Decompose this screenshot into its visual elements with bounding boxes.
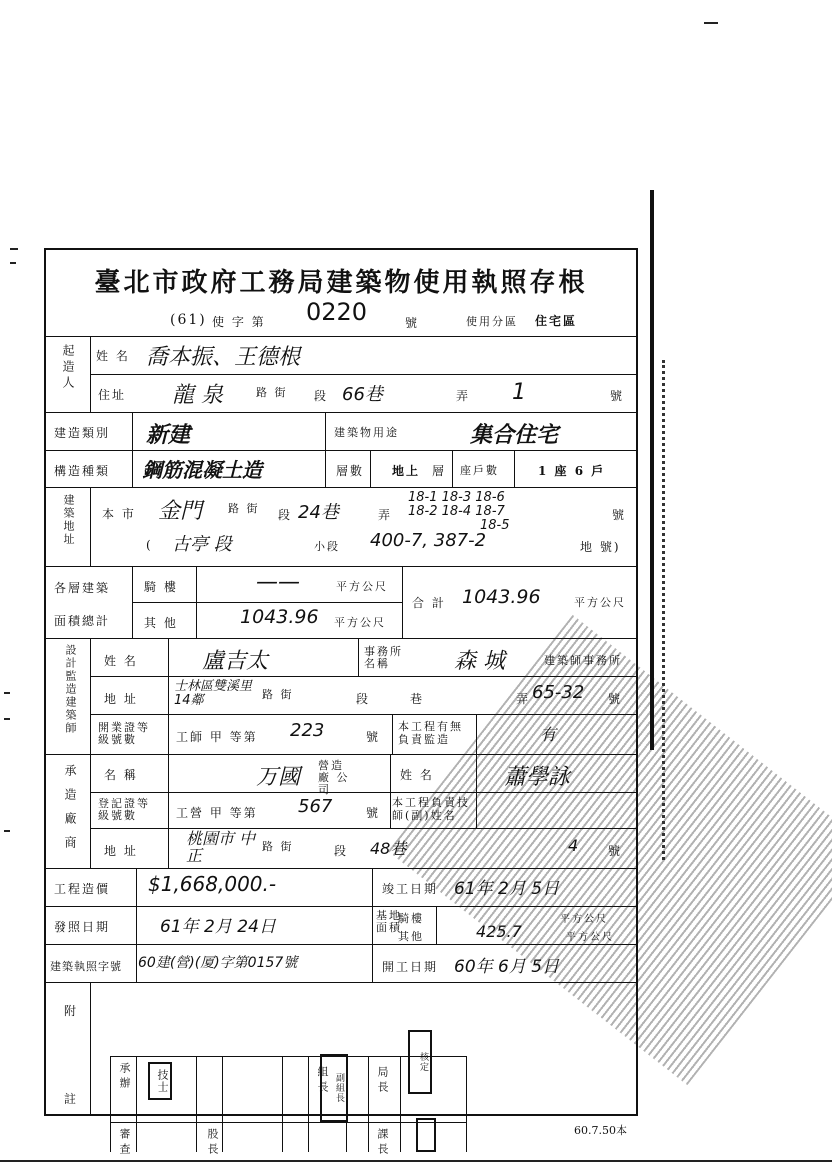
designer-addr-value: 士林區雙溪里14鄰 [174, 679, 253, 708]
col-line [196, 1056, 197, 1152]
designer-addr-alley: 弄 [516, 692, 531, 706]
designer-addr-duan: 段 [356, 692, 371, 706]
row-line [44, 566, 638, 567]
floors-value: 地上 [392, 464, 421, 478]
margin-mark [4, 718, 10, 720]
area-floor-value: —— [256, 570, 300, 595]
category-value: 新建 [146, 423, 191, 448]
site-small-section: 小段 [314, 540, 340, 553]
done-label: 竣工日期 [382, 882, 439, 896]
designer-addr-lane: 巷 [410, 692, 425, 706]
notes-label-2: 註 [64, 1092, 79, 1106]
site-label: 建築地址 [62, 494, 75, 546]
margin-mark [704, 22, 718, 24]
floors-unit: 層 [432, 464, 447, 478]
owner-addr-road: 龍 泉 [172, 383, 223, 408]
bleed-through-text [662, 360, 695, 860]
zone-label: 使用分區 [466, 315, 518, 328]
col-line [110, 1056, 111, 1152]
area-label-1: 各層建築 [54, 581, 111, 595]
row-line [90, 792, 638, 793]
area-other-unit: 平方公尺 [334, 616, 386, 629]
stamp-label-director: 課長 [376, 1128, 389, 1158]
col-line [222, 1056, 223, 1152]
row-line [44, 754, 638, 755]
contractor-reg-num: 567 [298, 796, 333, 817]
start-value: 60年 6月 5日 [454, 957, 560, 977]
contractor-reg-hao: 號 [366, 806, 381, 820]
permit-number: 0220 [306, 298, 368, 326]
contractor-name-label: 名 稱 [104, 768, 138, 782]
designer-name-label: 姓 名 [104, 654, 138, 668]
owner-addr-road-suffix: 路 街 [256, 386, 288, 399]
word-label: 使 字 第 [212, 315, 266, 329]
col-line [392, 714, 393, 754]
margin-mark [10, 248, 18, 250]
stamp-label-chief: 局長 [376, 1066, 389, 1096]
col-line [325, 450, 326, 487]
designer-addr-num: 65-32 [532, 682, 585, 703]
designer-supervise-value: 有 [540, 725, 557, 744]
col-line [372, 868, 373, 982]
site-nums2: 18-2 18-4 18-7 [408, 504, 505, 519]
seal-stamp: 核定 [408, 1030, 432, 1094]
contractor-reg-value: 工營 甲 等第 [176, 806, 258, 820]
area-other-value: 1043.96 [240, 606, 319, 628]
zone-value: 住宅區 [535, 314, 578, 328]
col-line [90, 638, 91, 754]
col-line [132, 412, 133, 488]
floors-label: 層數 [336, 464, 365, 478]
row-line [44, 868, 638, 869]
col-line [476, 714, 477, 754]
col-line [400, 1056, 401, 1152]
site-nums3: 18-5 [480, 518, 510, 533]
contractor-addr-value: 桃園市 中正 [186, 829, 256, 865]
area-other-label: 其 他 [144, 616, 178, 630]
base-floor-label: 騎樓 [398, 912, 424, 925]
number-hao: 號 [405, 316, 420, 330]
col-line [390, 754, 391, 828]
owner-addr-alley: 弄 [456, 389, 471, 403]
col-line [136, 868, 137, 982]
owner-addr-num: 1 [512, 380, 526, 405]
contractor-person-label: 姓 名 [400, 768, 434, 782]
col-line [90, 982, 91, 1116]
row-line [44, 906, 638, 907]
done-value: 61年 2月 5日 [454, 879, 560, 899]
base-other-label: 其他 [398, 930, 424, 943]
category-label: 建造類別 [54, 426, 111, 440]
row-line [44, 982, 638, 983]
stamp-label-review: 審查 [118, 1128, 131, 1158]
site-hao: 號 [612, 508, 627, 522]
designer-office-suffix: 建築師事務所 [544, 654, 622, 667]
col-line [90, 487, 91, 566]
contractor-name-suffix: 營造 廠 公司 [318, 759, 350, 796]
owner-section-label: 起造人 [61, 344, 75, 392]
contractor-section-label: 承造廠商 [63, 764, 77, 860]
year-label: (61) [170, 312, 207, 328]
margin-mark [4, 830, 10, 832]
col-line [452, 450, 453, 487]
margin-mark [10, 262, 16, 264]
col-line [402, 566, 403, 638]
row-line [44, 412, 638, 413]
col-line [196, 566, 197, 638]
designer-addr-road-suffix: 路 街 [262, 688, 294, 701]
designer-license-value: 工師 甲 等第 [176, 730, 258, 744]
issue-value: 61年 2月 24日 [160, 917, 276, 937]
col-line [282, 1056, 283, 1152]
designer-section-label: 設計監造建築師 [64, 644, 77, 735]
margin-mark [4, 692, 10, 694]
notes-label-1: 附 [64, 1004, 79, 1018]
designer-supervise-label: 本工程有無負責監造 [398, 720, 463, 746]
col-line [168, 638, 169, 754]
start-label: 開工日期 [382, 960, 439, 974]
col-line [436, 906, 437, 944]
col-line [90, 336, 91, 412]
col-line [168, 754, 169, 868]
owner-addr-label: 住址 [98, 388, 127, 402]
seal-stamp: 副組長 [320, 1054, 348, 1122]
site-land-suffix: 地 號) [580, 540, 621, 554]
designer-name-value: 盧吉太 [202, 649, 269, 674]
page-bottom-line [0, 1160, 832, 1162]
structure-value: 鋼筋混凝土造 [142, 458, 262, 482]
cost-value: $1,668,000.- [148, 872, 277, 896]
footer-code: 60.7.50本 [574, 1124, 627, 1137]
designer-license-hao: 號 [366, 730, 381, 744]
row-line [44, 336, 638, 337]
site-alley: 弄 [378, 508, 393, 522]
contractor-person-value: 蕭學詠 [504, 765, 571, 790]
contractor-addr-hao: 號 [608, 844, 623, 858]
contractor-reg-label: 登記證等級號數 [98, 797, 150, 822]
base-unit-1: 平方公尺 [560, 914, 608, 925]
designer-license-label: 開業證等級號數 [98, 721, 150, 746]
col-line [132, 566, 133, 638]
col-line [90, 754, 91, 868]
row-line [44, 638, 638, 639]
owner-addr-duan: 段 [314, 389, 329, 403]
area-total-unit: 平方公尺 [574, 596, 626, 609]
cost-label: 工程造價 [54, 882, 111, 896]
site-road-suffix: 路 街 [228, 502, 260, 515]
issue-label: 發照日期 [54, 920, 111, 934]
site-land-nums: 400-7, 387-2 [370, 530, 487, 551]
structure-label: 構造種類 [54, 464, 111, 478]
seal-stamp [416, 1118, 436, 1152]
base-label: 基地面積 [376, 909, 402, 934]
area-floor-unit: 平方公尺 [336, 580, 388, 593]
owner-addr-hao: 號 [610, 389, 625, 403]
row-line [132, 602, 402, 603]
designer-office-label: 事務所名稱 [364, 645, 403, 670]
site-nums: 18-1 18-3 18-6 [408, 490, 505, 505]
contractor-name-value: 万國 [256, 765, 301, 790]
base-unit-2: 平方公尺 [566, 932, 614, 943]
owner-name-value: 喬本振、王德根 [146, 345, 301, 370]
site-city: 本 市 [102, 507, 136, 521]
contractor-addr-label: 地 址 [104, 844, 138, 858]
area-floor-label: 騎 樓 [144, 580, 178, 594]
site-road: 金門 [158, 499, 203, 524]
bleed-through-strip [650, 190, 654, 750]
site-land-section: 古亭 段 [172, 534, 232, 555]
col-line [466, 1056, 467, 1152]
row-line [90, 374, 638, 375]
base-value: 425.7 [476, 922, 522, 941]
contractor-addr-num: 4 [568, 836, 579, 855]
contractor-addr-duan: 段 [334, 844, 349, 858]
owner-name-label: 姓 名 [96, 349, 130, 363]
stamp-label-section-chief: 股長 [206, 1128, 219, 1158]
row-line [90, 714, 638, 715]
col-line [368, 1056, 369, 1152]
col-line [308, 1056, 309, 1152]
designer-office-value: 森 城 [454, 649, 505, 674]
col-line [325, 412, 326, 450]
seal-stamp: 技士 [148, 1062, 172, 1100]
row-line [110, 1122, 466, 1123]
col-line [358, 638, 359, 676]
contractor-tech-label: 本工程負責技師(副)姓名 [392, 796, 470, 822]
row-line [90, 828, 638, 829]
units-label: 座戶數 [460, 464, 499, 477]
row-line [44, 944, 638, 945]
area-label-2: 面積總計 [54, 614, 111, 628]
site-land-prefix: ( [146, 538, 153, 552]
site-duan: 段 [278, 508, 293, 522]
contractor-addr-lane: 48巷 [370, 839, 407, 858]
site-lane: 24巷 [298, 502, 339, 523]
col-line [514, 450, 515, 487]
owner-addr-lane: 66巷 [342, 384, 383, 405]
use-label: 建築物用途 [334, 426, 399, 439]
stamp-label-leader: 組長 [316, 1066, 329, 1096]
row-line [44, 450, 638, 451]
use-value: 集合住宅 [470, 423, 559, 448]
row-line [90, 676, 638, 677]
designer-license-num: 223 [290, 720, 325, 741]
designer-addr-hao: 號 [608, 692, 623, 706]
area-total-label: 合 計 [412, 596, 446, 610]
col-line [370, 450, 371, 487]
form-title: 臺北市政府工務局建築物使用執照存根 [94, 268, 588, 298]
permit-label: 建築執照字號 [50, 960, 122, 973]
permit-value: 60建(營)(厦)字第0157號 [138, 955, 298, 971]
area-total-value: 1043.96 [462, 586, 541, 608]
contractor-addr-road-suffix: 路 街 [262, 840, 294, 853]
row-line [44, 487, 638, 488]
col-line [136, 1056, 137, 1152]
designer-addr-label: 地 址 [104, 692, 138, 706]
units-value: 1 座 6 戶 [538, 464, 606, 478]
stamp-label-handle: 承辦 [118, 1062, 131, 1092]
